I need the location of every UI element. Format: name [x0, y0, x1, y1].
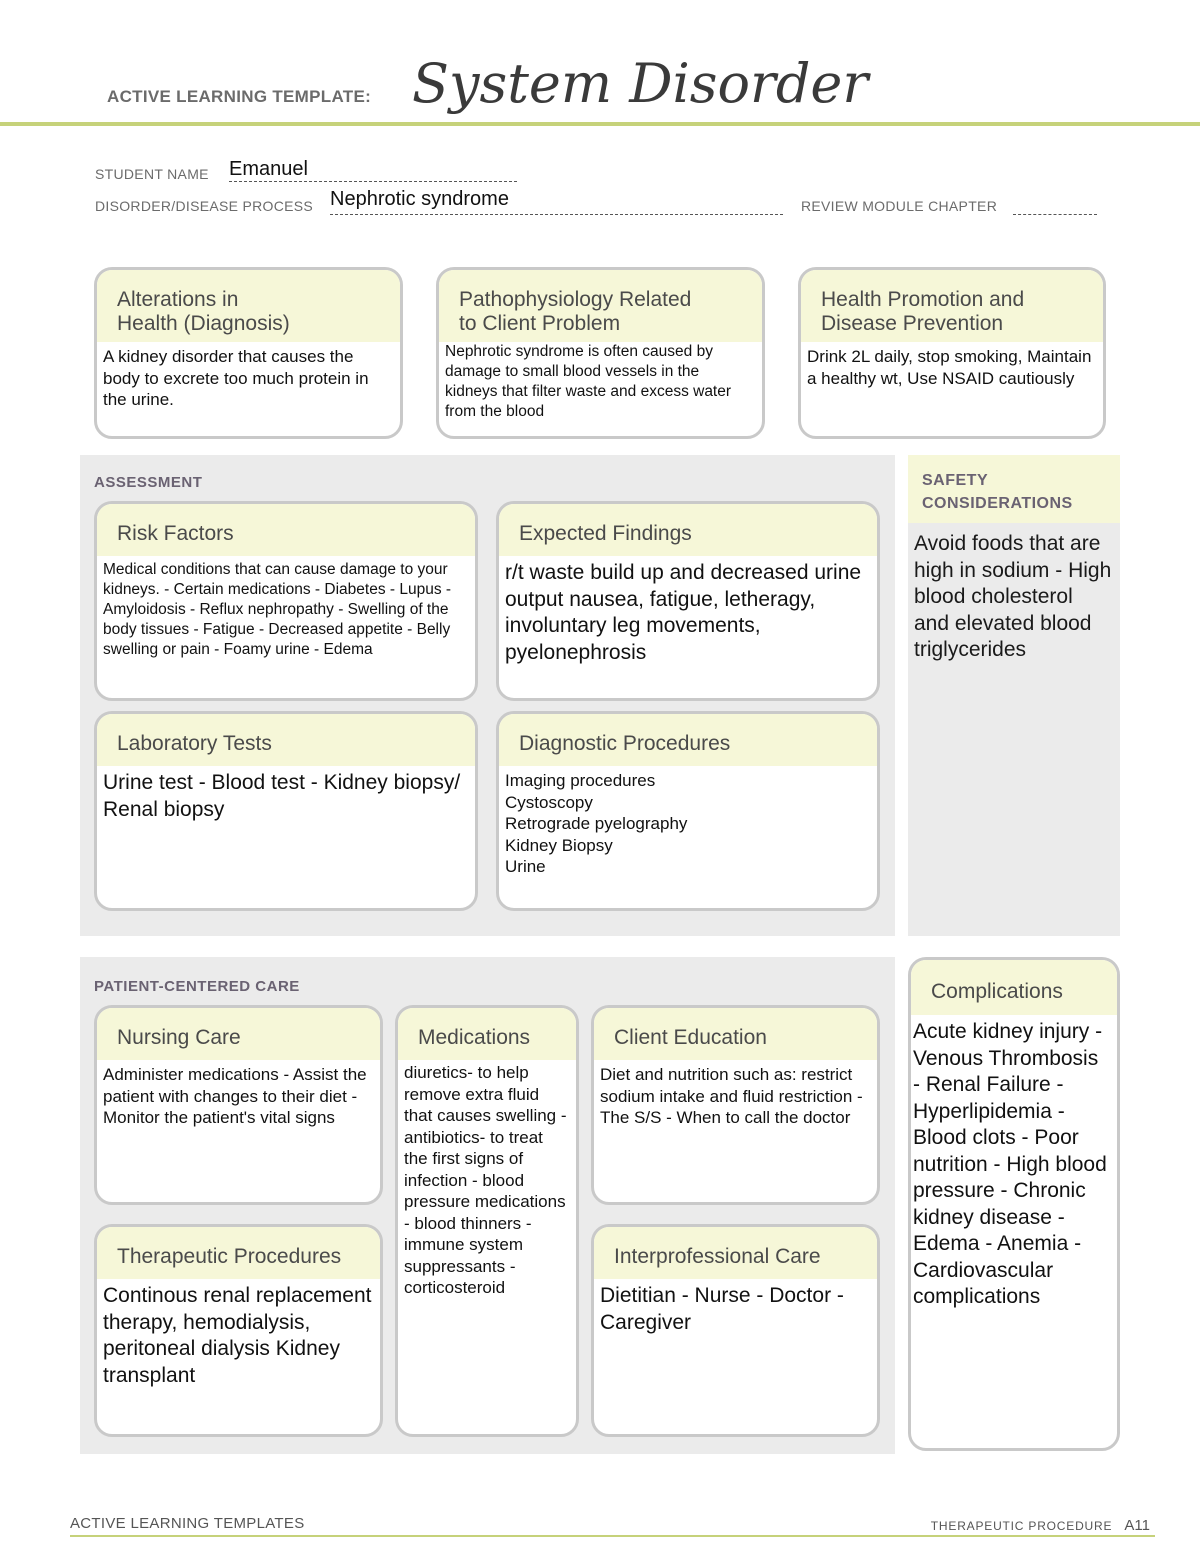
pathophysiology-body: Nephrotic syndrome is often caused by damage to small blood vessels in the kidneys that filter waste and excess water from the blood	[445, 343, 732, 420]
medications-body: diuretics- to help remove extra fluid that causes swelling - antibiotics- to treat the first signs of infection - blood pressure medications - blood thinners - immune system suppressants - corticosteroid	[404, 1063, 567, 1297]
diagnostic-procedures-body: Imaging procedures Cystoscopy Retrograde pyelography Kidney Biopsy Urine	[505, 771, 688, 876]
medications-title: Medications	[398, 1008, 576, 1060]
medications-box	[395, 1005, 579, 1437]
therapeutic-procedures-title: Therapeutic Procedures	[97, 1227, 380, 1279]
alterations-body: A kidney disorder that causes the body to excrete too much protein in the urine.	[103, 347, 369, 409]
alterations-title: Alterations in Health (Diagnosis)	[97, 270, 400, 342]
safety-title: SAFETY CONSIDERATIONS	[908, 455, 1120, 523]
laboratory-tests-body: Urine test - Blood test - Kidney biopsy/ Renal biopsy	[103, 771, 461, 821]
complications-body: Acute kidney injury - Venous Thrombosis - Renal Failure - Hyperlipidemia - Blood clots - Poor nutrition - High blood pressure - Chronic kidney disease - Edema - Anemia - Cardiovascular complications	[913, 1020, 1107, 1308]
interprofessional-care-title: Interprofessional Care	[594, 1227, 877, 1279]
student-name-label: STUDENT NAME	[95, 166, 209, 182]
alterations-box	[94, 267, 403, 439]
therapeutic-procedures-box	[94, 1224, 383, 1437]
complications-title: Complications	[911, 960, 1117, 1015]
student-name-value: Emanuel	[229, 158, 308, 180]
template-label: ACTIVE LEARNING TEMPLATE:	[107, 87, 372, 106]
laboratory-tests-title: Laboratory Tests	[97, 714, 475, 766]
disorder-field[interactable]	[330, 188, 783, 215]
review-module-field[interactable]	[1013, 196, 1097, 215]
client-education-box	[591, 1005, 880, 1205]
nursing-care-box	[94, 1005, 383, 1205]
expected-findings-title: Expected Findings	[499, 504, 877, 556]
diagnostic-procedures-box	[496, 711, 880, 911]
safety-section	[908, 455, 1120, 936]
footer-section-label: THERAPEUTIC PROCEDURE	[930, 1519, 1113, 1533]
interprofessional-care-box	[591, 1224, 880, 1437]
risk-factors-title: Risk Factors	[97, 504, 475, 556]
complications-box	[908, 957, 1120, 1451]
pathophysiology-box	[436, 267, 765, 439]
footer-divider	[70, 1535, 1155, 1537]
pathophysiology-title: Pathophysiology Related to Client Problem	[439, 270, 762, 342]
header-divider	[0, 122, 1200, 126]
client-education-body: Diet and nutrition such as: restrict sodium intake and fluid restriction - The S/S - When to call the doctor	[600, 1065, 863, 1127]
nursing-care-title: Nursing Care	[97, 1008, 380, 1060]
footer-page-number: A11	[1124, 1517, 1150, 1534]
footer-page-info	[931, 1517, 1150, 1534]
assessment-label: ASSESSMENT	[94, 474, 203, 491]
health-promotion-body: Drink 2L daily, stop smoking, Maintain a healthy wt, Use NSAID cautiously	[807, 347, 1092, 388]
review-module-label: REVIEW MODULE CHAPTER	[801, 198, 998, 214]
nursing-care-body: Administer medications - Assist the patient with changes to their diet - Monitor the patient's vital signs	[103, 1065, 367, 1127]
risk-factors-box	[94, 501, 478, 701]
safety-body: Avoid foods that are high in sodium - High blood cholesterol and elevated blood triglycerides	[914, 532, 1112, 661]
client-education-title: Client Education	[594, 1008, 877, 1060]
health-promotion-box	[798, 267, 1106, 439]
expected-findings-body: r/t waste build up and decreased urine output nausea, fatigue, letheragy, involuntary leg movements, pyelonephrosis	[505, 561, 862, 664]
health-promotion-title: Health Promotion and Disease Prevention	[801, 270, 1103, 342]
disorder-value: Nephrotic syndrome	[330, 188, 509, 210]
student-name-field[interactable]	[229, 158, 517, 182]
laboratory-tests-box	[94, 711, 478, 911]
expected-findings-box	[496, 501, 880, 701]
risk-factors-body: Medical conditions that can cause damage to your kidneys. - Certain medications - Diabetes - Lupus - Amyloidosis - Reflux nephropathy - Swelling of the body tissues - Fatigue - Decreased appetite - Belly swelling or pain - Foamy urine - Edema	[103, 561, 452, 658]
disorder-label: DISORDER/DISEASE PROCESS	[95, 198, 314, 214]
interprofessional-care-body: Dietitian - Nurse - Doctor - Caregiver	[600, 1284, 844, 1334]
diagnostic-procedures-title: Diagnostic Procedures	[499, 714, 877, 766]
page-title: System Disorder	[412, 52, 869, 115]
therapeutic-procedures-body: Continous renal replacement therapy, hemodialysis, peritoneal dialysis Kidney transplant	[103, 1284, 372, 1387]
footer-templates-label: ACTIVE LEARNING TEMPLATES	[70, 1515, 305, 1532]
patient-care-label: PATIENT-CENTERED CARE	[94, 978, 300, 995]
